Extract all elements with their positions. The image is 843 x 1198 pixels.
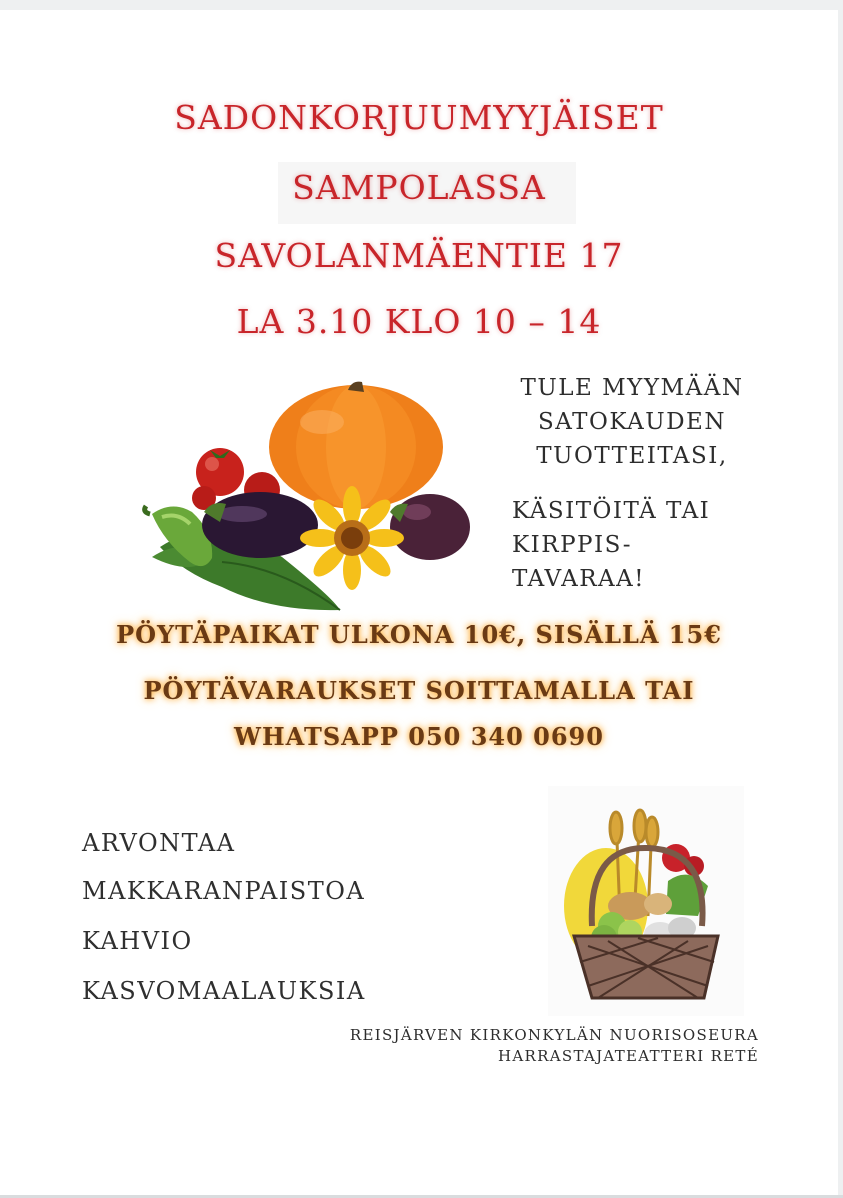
booking-phone: WHATSAPP 050 340 0690 — [234, 722, 604, 751]
activity-item: MAKKARANPAISTOA — [82, 877, 366, 905]
table-prices: PÖYTÄPAIKAT ULKONA 10€, SISÄLLÄ 15€ — [116, 620, 722, 649]
invite-sellers-text — [512, 371, 752, 473]
invite-line: KÄSITÖITÄ TAI — [512, 498, 711, 524]
activity-item: ARVONTAA — [82, 829, 236, 857]
vegetables-image — [112, 362, 492, 617]
event-title: SADONKORJUUMYYJÄISET — [174, 98, 664, 137]
booking-info: PÖYTÄVARAUKSET SOITTAMALLA TAI — [143, 676, 695, 705]
invite-items-text — [512, 494, 752, 596]
organizer-name: REISJÄRVEN KIRKONKYLÄN NUORISOSEURA — [349, 1026, 759, 1044]
invite-line: SATOKAUDEN — [538, 409, 726, 435]
organizer-theatre: HARRASTAJATEATTERI RETÉ — [498, 1047, 759, 1065]
invite-line: TUOTTEITASI, — [536, 443, 728, 469]
invite-line: TULE MYYMÄÄN — [520, 375, 744, 401]
event-venue: SAMPOLASSA — [292, 168, 546, 207]
activity-item: KASVOMAALAUKSIA — [82, 977, 366, 1005]
invite-line: TAVARAA! — [512, 566, 645, 592]
event-address: SAVOLANMÄENTIE 17 — [214, 236, 624, 275]
activity-item: KAHVIO — [82, 927, 193, 955]
event-datetime: LA 3.10 KLO 10 – 14 — [236, 302, 602, 341]
invite-line: KIRPPIS- — [512, 532, 632, 558]
harvest-basket-image — [548, 786, 744, 1016]
